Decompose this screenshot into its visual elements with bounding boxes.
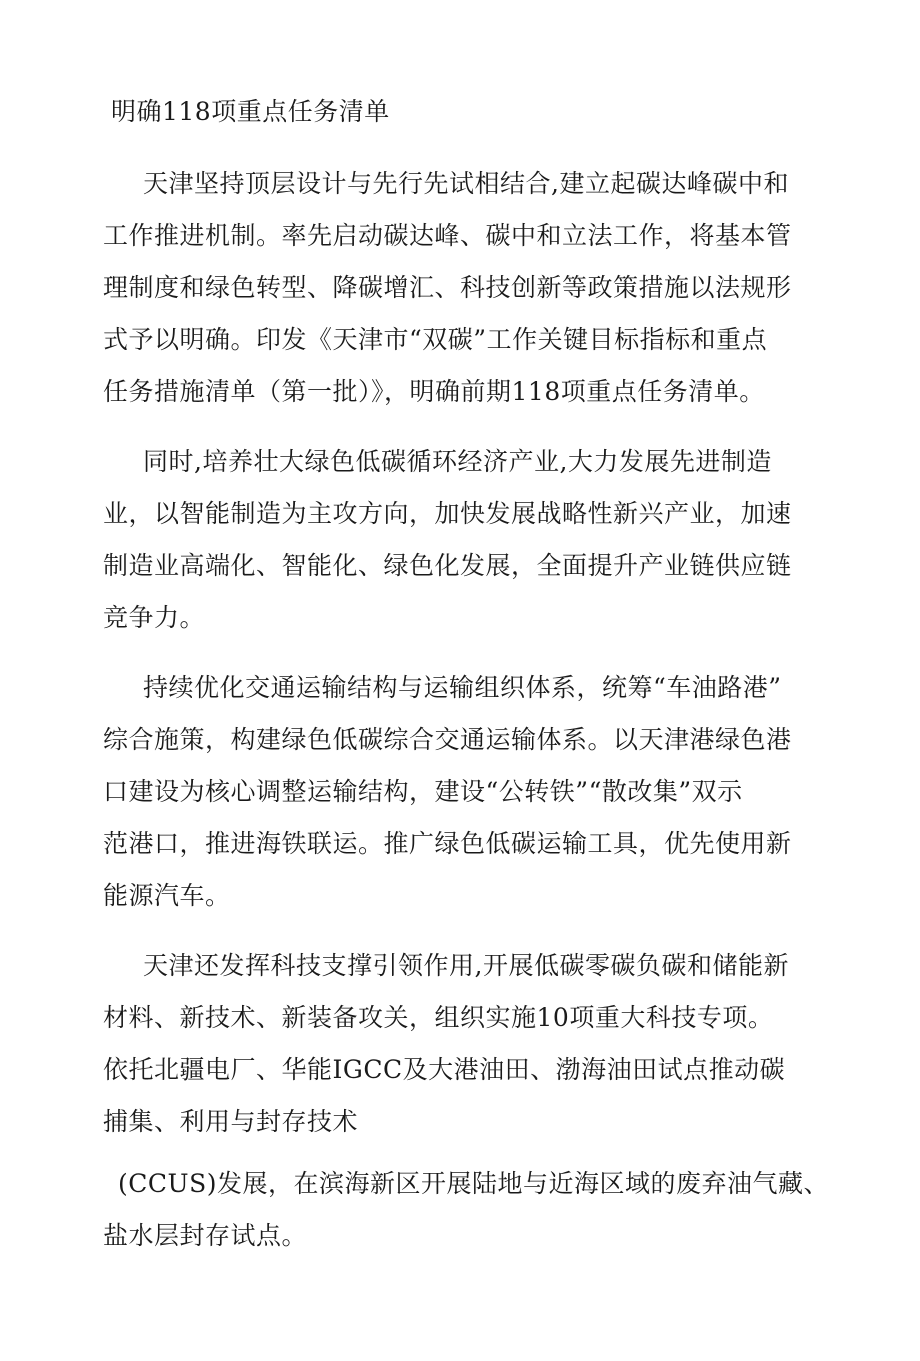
paragraph-line: 任务措施清单（第一批）》，明确前期118项重点任务清单。 — [103, 377, 765, 406]
paragraph-line: 工作推进机制。率先启动碳达峰、碳中和立法工作，将基本管 — [103, 221, 792, 250]
paragraph-line: 口建设为核心调整运输结构，建设“公转铁”“散改集”双示 — [103, 777, 743, 806]
paragraph-line: 盐水层封存试点。 — [103, 1221, 308, 1250]
paragraph-line: 持续优化交通运输结构与运输组织体系，统筹“车油路港” — [143, 673, 782, 702]
paragraph-line: 业，以智能制造为主攻方向，加快发展战略性新兴产业，加速 — [103, 499, 792, 528]
paragraph-line: 综合施策，构建绿色低碳综合交通运输体系。以天津港绿色港 — [103, 725, 792, 754]
paragraph-line: (CCUS)发展，在滨海新区开展陆地与近海区域的废弃油气藏、 — [118, 1169, 829, 1198]
paragraph-line: 天津还发挥科技支撑引领作用,开展低碳零碳负碳和储能新 — [143, 951, 789, 980]
paragraph-line: 捕集、利用与封存技术 — [103, 1107, 359, 1136]
paragraph-line: 同时,培养壮大绿色低碳循环经济产业,大力发展先进制造 — [143, 447, 772, 476]
paragraph-line: 能源汽车。 — [103, 881, 231, 910]
paragraph-line: 理制度和绿色转型、降碳增汇、科技创新等政策措施以法规形 — [103, 273, 792, 302]
section-heading: 明确118项重点任务清单 — [111, 97, 390, 126]
paragraph-line: 式予以明确。印发《天津市“双碳”工作关键目标指标和重点 — [103, 325, 768, 354]
paragraph-line: 依托北疆电厂、华能IGCC及大港油田、渤海油田试点推动碳 — [103, 1055, 786, 1084]
paragraph-line: 竞争力。 — [103, 603, 206, 632]
paragraph-line: 材料、新技术、新装备攻关，组织实施10项重大科技专项。 — [103, 1003, 774, 1032]
paragraph-line: 天津坚持顶层设计与先行先试相结合,建立起碳达峰碳中和 — [143, 169, 789, 198]
paragraph-line: 范港口，推进海铁联运。推广绿色低碳运输工具，优先使用新 — [103, 829, 792, 858]
paragraph-line: 制造业高端化、智能化、绿色化发展，全面提升产业链供应链 — [103, 551, 792, 580]
